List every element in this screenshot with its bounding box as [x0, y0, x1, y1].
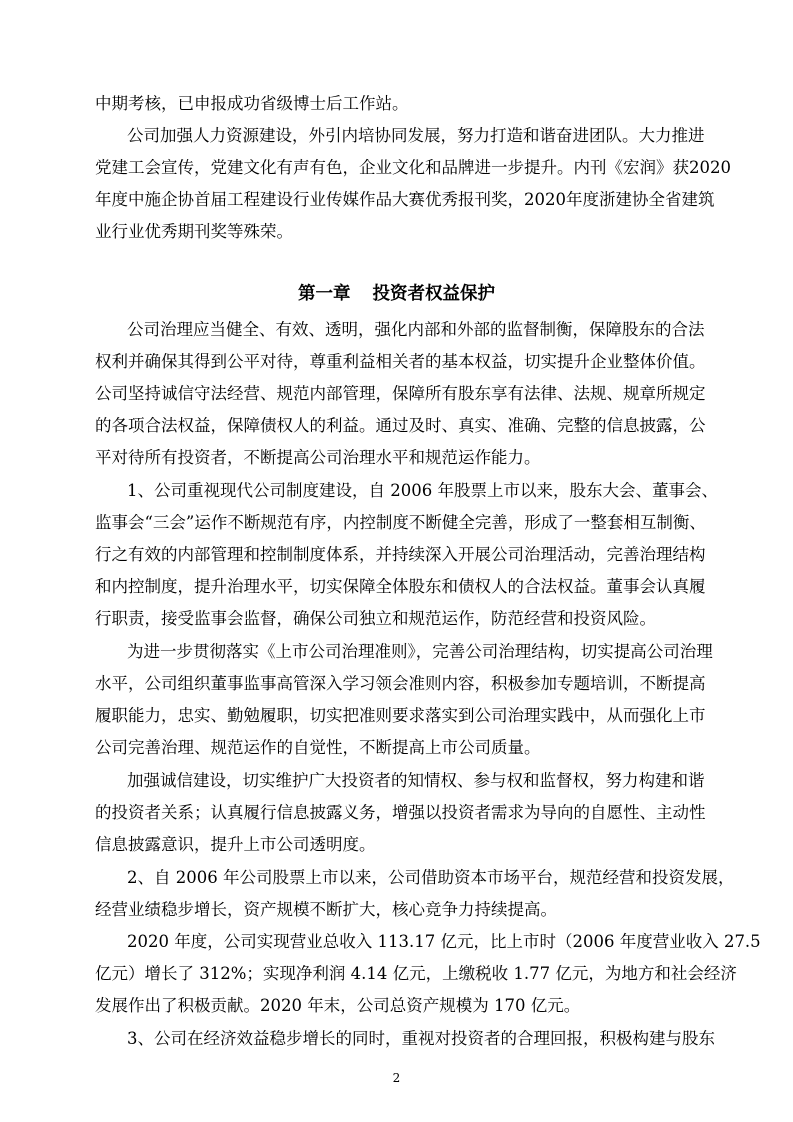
- paragraph-line: 行职责，接受监事会监督，确保公司独立和规范运作，防范经营和投资风险。: [95, 609, 656, 628]
- chapter-heading: [0, 283, 793, 305]
- paragraph-line: 履职能力，忠实、勤勉履职，切实把准则要求落实到公司治理实践中，从而强化上市: [95, 706, 706, 725]
- paragraph-line: 监事会“三会”运作不断规范有序，内控制度不断健全完善，形成了一整套相互制衡、: [95, 513, 706, 532]
- paragraph-line: 行之有效的内部管理和控制制度体系，并持续深入开展公司治理活动，完善治理结构: [95, 545, 706, 564]
- paragraph-line: 业行业优秀期刊奖等殊荣。: [95, 222, 293, 241]
- paragraph-line: 2020 年度，公司实现营业总收入 113.17 亿元，比上市时（2006 年度营业收入 27.5: [127, 932, 761, 951]
- chapter-number: 第一章: [298, 284, 351, 304]
- paragraph-line: 公司加强人力资源建设，外引内培协同发展，努力打造和谐奋进团队。大力推进: [127, 126, 705, 145]
- paragraph-line: 中期考核，已申报成功省级博士后工作站。: [95, 94, 409, 113]
- paragraph-line: 水平，公司组织董事监事高管深入学习领会准则内容，积极参加专题培训，不断提高: [95, 674, 706, 693]
- paragraph-line: 信息披露意识，提升上市公司透明度。: [95, 835, 376, 854]
- paragraph-line: 公司完善治理、规范运作的自觉性，不断提高上市公司质量。: [95, 738, 541, 757]
- paragraph-line: 2、自 2006 年公司股票上市以来，公司借助资本市场平台，规范经营和投资发展，: [127, 868, 735, 887]
- paragraph-line: 公司治理应当健全、有效、透明，强化内部和外部的监督制衡，保障股东的合法: [127, 320, 705, 339]
- paragraph-line: 经营业绩稳步增长，资产规模不断扩大，核心竞争力持续提高。: [95, 900, 557, 919]
- paragraph-line: 的各项合法权益，保障债权人的利益。通过及时、真实、准确、完整的信息披露，公: [95, 416, 706, 435]
- paragraph-line: 权利并确保其得到公平对待，尊重利益相关者的基本权益，切实提升企业整体价值。: [95, 352, 706, 371]
- paragraph-line: 平对待所有投资者，不断提高公司治理水平和规范运作能力。: [95, 448, 541, 467]
- page-number: 2: [392, 1071, 401, 1085]
- paragraph-line: 亿元）增长了 312%；实现净利润 4.14 亿元，上缴税收 1.77 亿元，为地方和社会经济: [95, 964, 737, 983]
- paragraph-line: 3、公司在经济效益稳步增长的同时，重视对投资者的合理回报，积极构建与股东: [127, 1029, 715, 1048]
- chapter-title: 投资者权益保护: [372, 284, 495, 304]
- paragraph-line: 和内控制度，提升治理水平，切实保障全体股东和债权人的合法权益。董事会认真履: [95, 577, 706, 596]
- paragraph-line: 1、公司重视现代公司制度建设，自 2006 年股票上市以来，股东大会、董事会、: [127, 481, 718, 500]
- paragraph-line: 公司坚持诚信守法经营、规范内部管理，保障所有股东享有法律、法规、规章所规定: [95, 384, 706, 403]
- paragraph-line: 党建工会宣传，党建文化有声有色，企业文化和品牌进一步提升。内刊《宏润》获2020: [95, 158, 731, 177]
- paragraph-line: 年度中施企协首届工程建设行业传媒作品大赛优秀报刊奖，2020年度浙建协全省建筑: [95, 190, 715, 209]
- paragraph-line: 为进一步贯彻落实《上市公司治理准则》，完善公司治理结构，切实提高公司治理: [127, 642, 713, 661]
- paragraph-line: 发展作出了积极贡献。2020 年末，公司总资产规模为 170 亿元。: [95, 996, 581, 1015]
- paragraph-line: 的投资者关系；认真履行信息披露义务，增强以投资者需求为导向的自愿性、主动性: [95, 803, 706, 822]
- paragraph-line: 加强诚信建设，切实维护广大投资者的知情权、参与权和监督权，努力构建和谐: [127, 771, 705, 790]
